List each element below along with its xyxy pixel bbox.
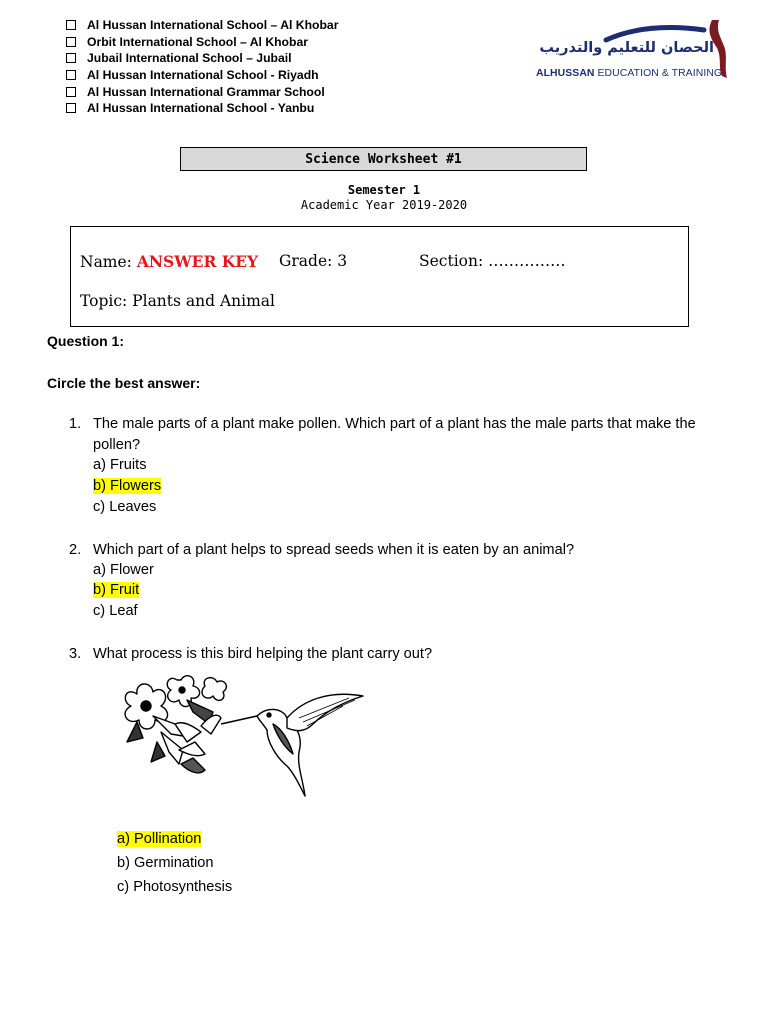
school-name: Orbit International School – Al Khobar [87,34,308,49]
name-label: Name: [80,253,132,271]
option-a[interactable]: a) Fruits [93,457,147,473]
academic-year: Academic Year 2019-2020 [300,198,468,212]
topic-field: Topic: Plants and Animal [80,292,275,310]
checkbox-icon[interactable] [66,20,76,30]
school-list [66,17,338,117]
option-a-correct[interactable]: a) Pollination [117,831,202,847]
instruction-text: Circle the best answer: [47,375,201,391]
question-number: 3. [69,646,82,662]
option-b[interactable]: b) Germination [117,855,214,871]
option-b-correct[interactable]: b) Flowers [93,478,162,494]
checkbox-icon[interactable] [66,53,76,63]
option-b-correct[interactable]: b) Fruit [93,582,140,598]
question-text: What process is this bird helping the plant carry out? [93,646,433,662]
option-a[interactable]: a) Flower [93,562,154,578]
worksheet-title: Science Worksheet #1 [305,151,462,167]
school-item[interactable] [66,83,338,100]
question-3 [0,644,768,666]
question-1 [0,414,768,458]
grade-field: Grade: 3 [279,252,348,270]
alhussan-logo [536,18,728,80]
answer-key-value: ANSWER KEY [136,252,259,271]
school-name: Jubail International School – Jubail [87,51,292,66]
school-name: Al Hussan International School - Riyadh [87,68,319,83]
semester-label: Semester 1 [347,183,421,197]
worksheet-title-box [180,147,587,171]
school-item[interactable] [66,67,338,84]
question-2 [0,540,768,562]
name-line [80,252,258,271]
option-c[interactable]: c) Leaves [93,499,157,515]
checkbox-icon[interactable] [66,103,76,113]
school-item[interactable] [66,17,338,34]
question-number: 1. [69,416,82,432]
checkbox-icon[interactable] [66,37,76,47]
question-text: The male parts of a plant make pollen. Which part of a plant has the male parts that make the pollen? [93,416,696,453]
school-name: Al Hussan International School – Al Khobar [87,18,339,33]
option-c[interactable]: c) Photosynthesis [117,879,233,895]
student-info-box [70,226,689,327]
school-item[interactable] [66,50,338,67]
school-item[interactable] [66,34,338,51]
question-number: 2. [69,542,82,558]
checkbox-icon[interactable] [66,87,76,97]
question-heading: Question 1: [47,333,125,349]
question-text: Which part of a plant helps to spread seeds when it is eaten by an animal? [93,542,575,558]
logo-english-text [536,68,722,79]
school-item[interactable] [66,100,338,117]
logo-arabic-text: الحصان للتعليم والتدريب [539,40,714,56]
logo-tagline: EDUCATION & TRAINING [597,68,723,79]
option-c[interactable]: c) Leaf [93,603,138,619]
checkbox-icon[interactable] [66,70,76,80]
school-name: Al Hussan International School - Yanbu [87,101,315,116]
section-field[interactable]: Section: …………… [419,252,566,270]
hummingbird-flower-illustration [117,672,369,802]
logo-brand: ALHUSSAN [536,68,595,79]
school-name: Al Hussan International Grammar School [87,84,325,99]
